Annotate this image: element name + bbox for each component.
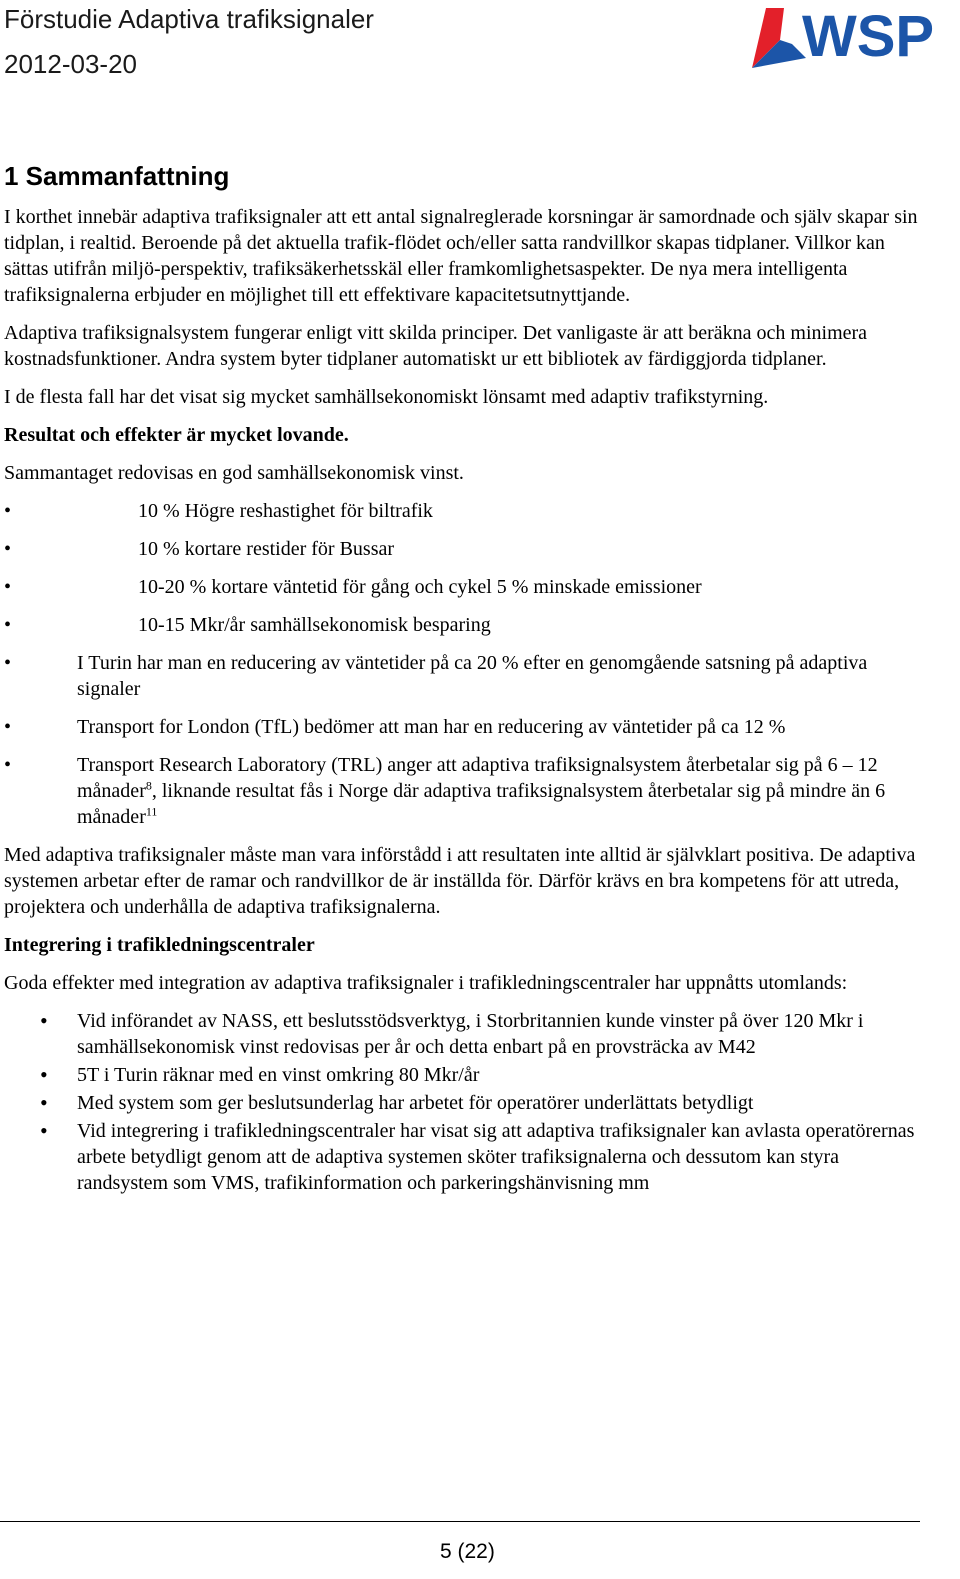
- subheading-integration: Integrering i trafikledningscentraler: [4, 934, 315, 956]
- list-item: [4, 1062, 924, 1088]
- list-item: [4, 714, 924, 740]
- list-item: [4, 612, 924, 638]
- paragraph-profitability: I de flesta fall har det visat sig mycket samhällsekonomiskt lönsamt med adaptiv trafikstyrning.: [4, 386, 769, 408]
- paragraph-caveat: Med adaptiva trafiksignaler måste man vara införstådd i att resultaten inte alltid är självklart positiva. De adaptiva systemen arbetar efter de ramar och randvillkor de är inställda för. Därför krävs en bra kompetens för att utreda, projektera och underhålla de adaptiva trafiksignalerna.: [4, 844, 916, 918]
- list-item-text: Med system som ger beslutsunderlag har arbetet för operatörer underlättats betydligt: [77, 1092, 754, 1114]
- page-number: 5 (22): [440, 1540, 495, 1563]
- trl-text-part2: , liknande resultat fås i Norge där adaptiva trafiksignalsystem återbetalar sig på mindre än 6 månader: [77, 780, 886, 828]
- list-item-text: I Turin har man en reducering av väntetider på ca 20 % efter en genomgående satsning på adaptiva signaler: [77, 652, 868, 700]
- list-item: [4, 498, 924, 524]
- footer-divider: [0, 1521, 920, 1522]
- list-item: [4, 574, 924, 600]
- effects-list: [4, 498, 924, 830]
- list-item-text: 5T i Turin räknar med en vinst omkring 80 Mkr/år: [77, 1064, 480, 1086]
- bullet-icon: •: [40, 1118, 48, 1143]
- integration-list: [4, 1008, 924, 1196]
- list-item-text: Transport for London (TfL) bedömer att man har en reducering av väntetider på ca 12 %: [77, 716, 786, 738]
- list-item: [4, 1090, 924, 1116]
- list-item-text: 10-15 Mkr/år samhällsekonomisk besparing: [138, 614, 491, 636]
- bullet-icon: •: [4, 754, 12, 776]
- document-title: Förstudie Adaptiva trafiksignaler: [4, 4, 374, 34]
- bullet-icon: •: [40, 1008, 48, 1033]
- bullet-icon: •: [4, 538, 12, 560]
- bullet-icon: •: [4, 500, 12, 522]
- list-item-text: Vid införandet av NASS, ett beslutsstödsverktyg, i Storbritannien kunde vinster på över 120 Mkr i samhällsekonomisk vinst redovisas per år och detta enbart på en provsträcka av M42: [77, 1010, 864, 1058]
- document-date: 2012-03-20: [4, 49, 137, 79]
- logo-text: WSP: [802, 4, 935, 69]
- list-item: [4, 650, 924, 702]
- list-item-text: 10 % kortare restider för Bussar: [138, 538, 395, 560]
- bullet-icon: •: [4, 652, 12, 674]
- wsp-logo: [744, 4, 954, 74]
- paragraph-summary-gain: Sammantaget redovisas en god samhällsekonomisk vinst.: [4, 462, 464, 484]
- footnote-ref-11: 11: [145, 804, 158, 819]
- bullet-icon: •: [4, 716, 12, 738]
- list-item-text: 10-20 % kortare väntetid för gång och cykel 5 % minskade emissioner: [138, 576, 702, 598]
- list-item-trl: [4, 752, 924, 830]
- bullet-icon: •: [40, 1090, 48, 1115]
- bullet-icon: •: [40, 1062, 48, 1087]
- list-item: [4, 536, 924, 562]
- footnote-ref-8: 8: [145, 778, 152, 793]
- paragraph-intro: I korthet innebär adaptiva trafiksignaler att ett antal signalreglerade korsningar är samordnade och själv skapar sin tidplan, i realtid. Beroende på det aktuella trafik-flödet och/eller satta randvillkor skapas tidplaner. Villkor kan sättas utifrån miljö-perspektiv, trafiksäkerhetsskäl eller framkomlighetsaspekter. De nya mera intelligenta trafiksignalerna erbjuder en möjlighet till ett effektivare kapacitetsutnyttjande.: [4, 206, 918, 306]
- paragraph-principles: Adaptiva trafiksignalsystem fungerar enligt vitt skilda principer. Det vanligaste är att beräkna och minimera kostnadsfunktioner. Andra system byter tidplaner automatiskt ur ett bibliotek av färdiggjorda tidplaner.: [4, 322, 868, 370]
- list-item: [4, 1118, 924, 1196]
- list-item-text: 10 % Högre reshastighet för biltrafik: [138, 500, 433, 522]
- trl-text-part1: Transport Research Laboratory (TRL) anger att adaptiva trafiksignalsystem återbetalar sig på 6 – 12 månader: [77, 754, 878, 802]
- paragraph-integration: Goda effekter med integration av adaptiva trafiksignaler i trafikledningscentraler har uppnåtts utomlands:: [4, 972, 848, 994]
- summary-section: [4, 160, 924, 1198]
- section-heading: 1 Sammanfattning: [4, 161, 230, 191]
- bullet-icon: •: [4, 576, 12, 598]
- list-item: [4, 1008, 924, 1060]
- list-item-text: Vid integrering i trafikledningscentraler har visat sig att adaptiva trafiksignaler kan avlasta operatörernas arbete betydligt genom att de adaptiva systemen sköter trafiksignalerna och dessutom kan styra randsystem som VMS, trafikinformation och parkeringshänvisning mm: [77, 1120, 915, 1194]
- bullet-icon: •: [4, 614, 12, 636]
- paragraph-results-bold: Resultat och effekter är mycket lovande.: [4, 424, 349, 446]
